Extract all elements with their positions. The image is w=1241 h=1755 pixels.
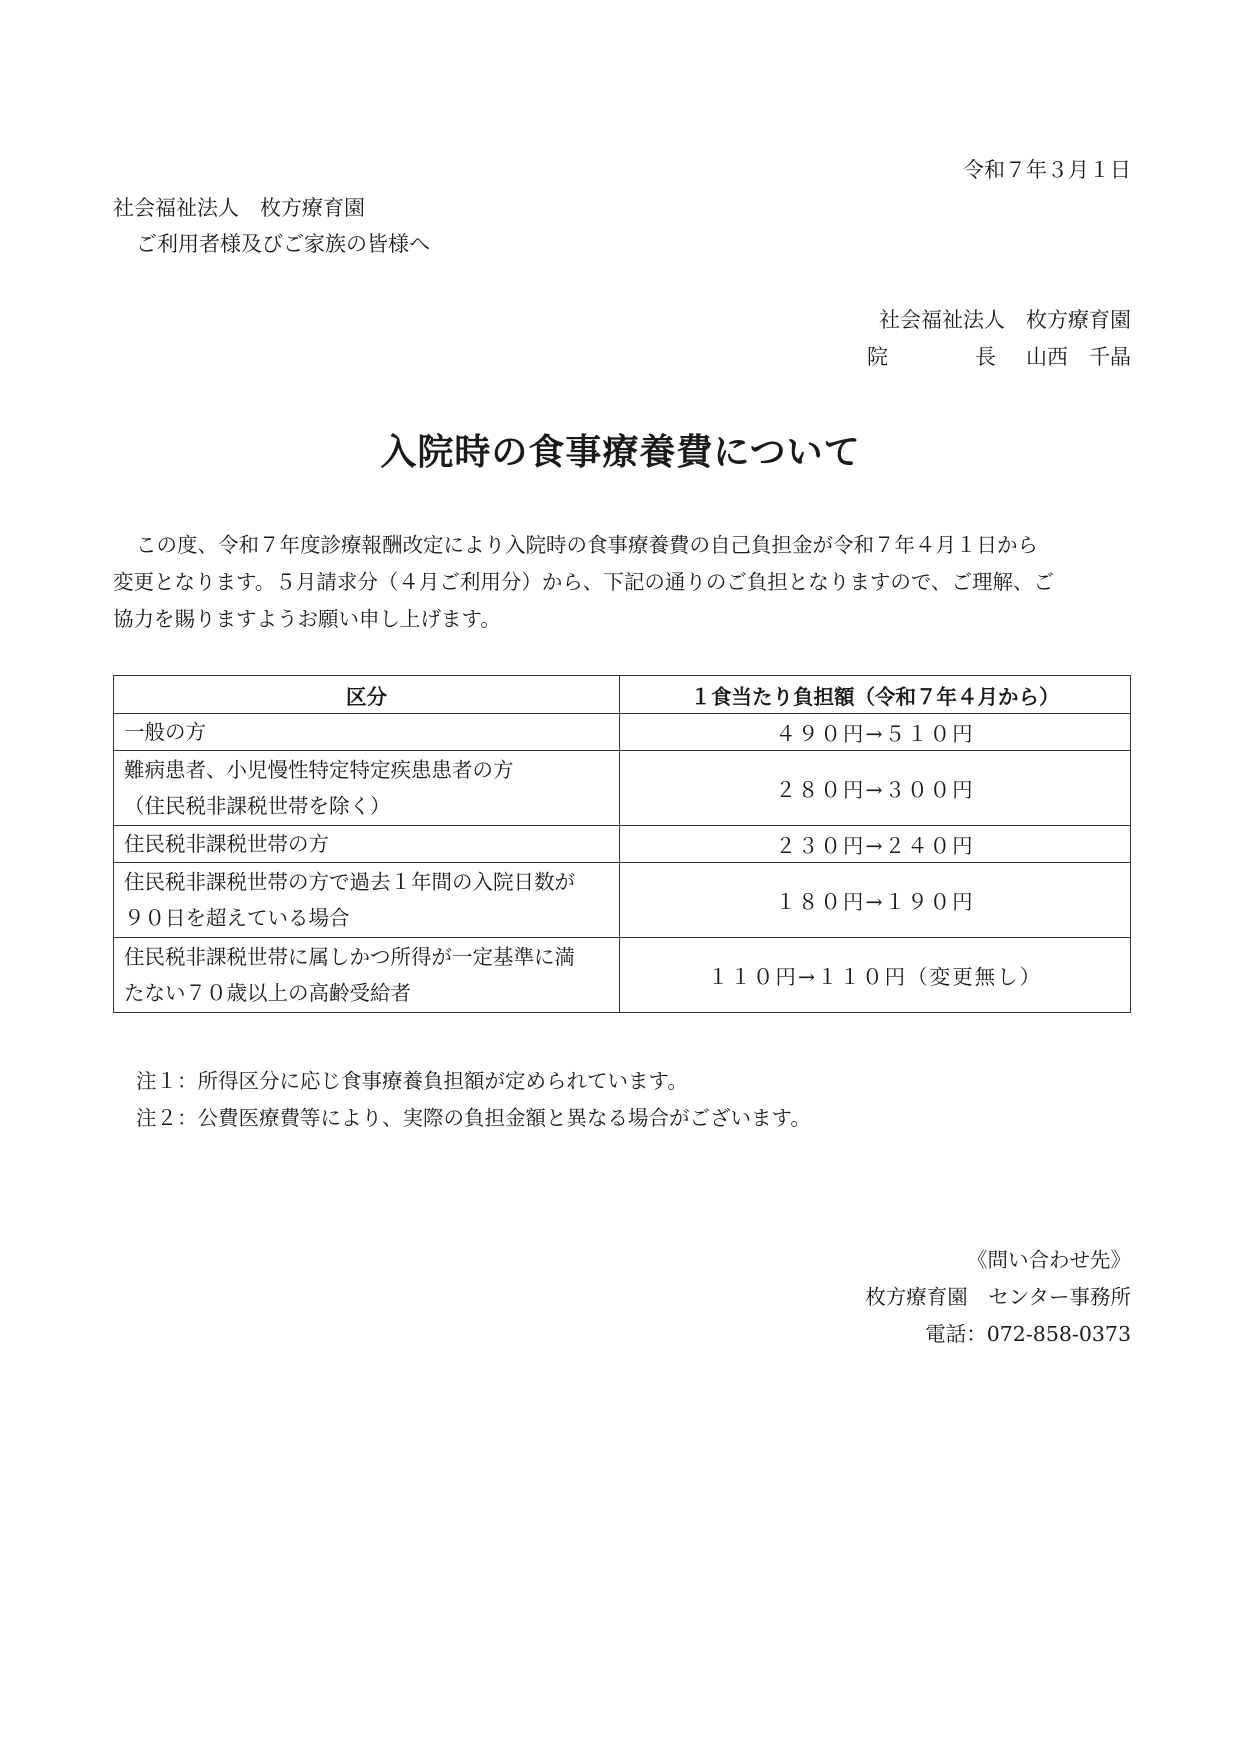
notes [136, 1063, 811, 1137]
category-line: たない７０歳以上の高齢受給者 [124, 981, 411, 1005]
category-line: 住民税非課税世帯に属しかつ所得が一定基準に満 [124, 945, 575, 969]
sender-role-part2: 長 [975, 345, 996, 369]
sender-name: 山西 千晶 [1026, 345, 1131, 369]
category-cell [114, 751, 620, 826]
category-cell [114, 938, 620, 1013]
table-row [114, 863, 1131, 938]
table-row [114, 714, 1131, 751]
category-cell [114, 826, 620, 863]
header-category: 区分 [114, 676, 620, 714]
sender-organization: 社会福祉法人 枚方療育園 [879, 308, 1131, 332]
document-date: 令和７年３月１日 [963, 158, 1131, 182]
amount-cell: ２３０円→２４０円 [620, 826, 1131, 863]
fee-table [113, 675, 1131, 1013]
contact-phone: 電話：072-858-0373 [925, 1322, 1131, 1346]
category-line: （住民税非課税世帯を除く） [124, 794, 391, 818]
amount-cell: ２８０円→３００円 [620, 751, 1131, 826]
table-row [114, 751, 1131, 826]
category-cell [114, 714, 620, 751]
table-row [114, 826, 1131, 863]
amount-cell: ４９０円→５１０円 [620, 714, 1131, 751]
note-2: 注２：公費医療費等により、実際の負担金額と異なる場合がございます。 [136, 1106, 811, 1130]
note-1: 注１：所得区分に応じ食事療養負担額が定められています。 [136, 1069, 688, 1093]
header-amount: １食当たり負担額（令和７年４月から） [620, 676, 1131, 714]
table-row [114, 938, 1131, 1013]
category-line: 住民税非課税世帯の方で過去１年間の入院日数が [124, 870, 575, 894]
category-line: 難病患者、小児慢性特定特定疾患患者の方 [124, 758, 514, 782]
category-line: 一般の方 [124, 720, 206, 744]
category-cell [114, 863, 620, 938]
body-text [113, 527, 1131, 638]
contact-block [865, 1242, 1131, 1353]
body-line: 協力を賜りますようお願い申し上げます。 [113, 607, 501, 631]
body-line: この度、令和７年度診療報酬改定により入院時の食事療養費の自己負担金が令和７年４月１日から [136, 533, 1038, 557]
sender-role-part1: 院 [867, 345, 888, 369]
category-line: 住民税非課税世帯の方 [124, 832, 329, 856]
contact-office: 枚方療育園 センター事務所 [865, 1285, 1131, 1309]
amount-cell: １８０円→１９０円 [620, 863, 1131, 938]
body-line: 変更となります。５月請求分（４月ご利用分）から、下記の通りのご負担となりますので、ご理解、ご [113, 570, 1054, 594]
addressee-recipients: ご利用者様及びご家族の皆様へ [136, 232, 430, 256]
addressee-organization: 社会福祉法人 枚方療育園 [113, 196, 365, 220]
amount-cell: １１０円→１１０円（変更無し） [620, 938, 1131, 1013]
category-line: ９０日を超えている場合 [124, 906, 350, 930]
page-title: 入院時の食事療養費について [380, 431, 861, 473]
table-header-row [114, 676, 1131, 714]
contact-heading: 《問い合わせ先》 [967, 1248, 1131, 1272]
